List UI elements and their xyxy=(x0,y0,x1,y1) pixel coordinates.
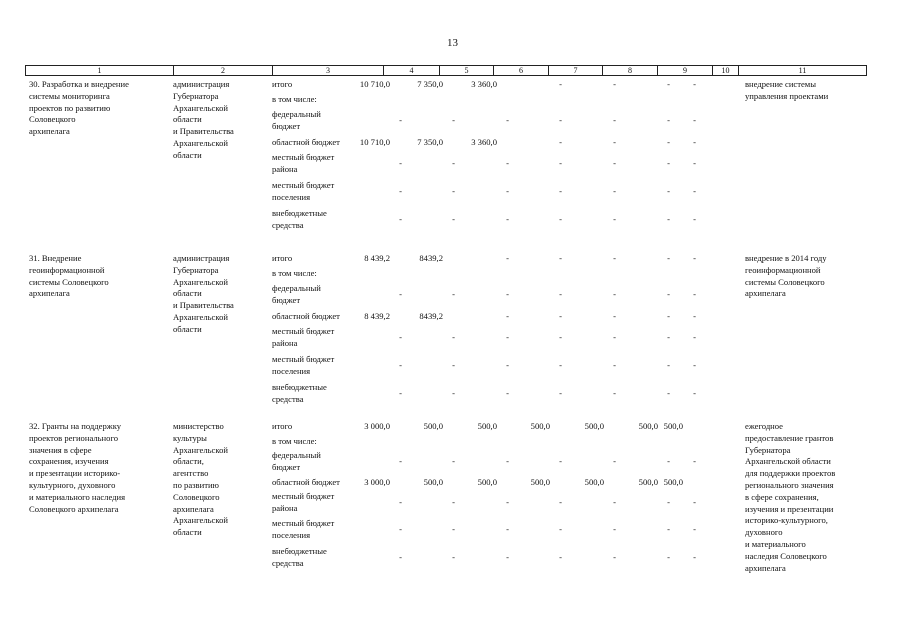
amount-cell: - xyxy=(452,157,455,168)
funding-source-line: итого xyxy=(272,79,293,89)
expected-result-line: для поддержки проектов xyxy=(745,468,836,479)
amount-cell: - xyxy=(667,213,670,224)
executor-line: и Правительства xyxy=(173,126,234,137)
amount-cell: - xyxy=(559,213,562,224)
amount-cell: 10 710,0 xyxy=(359,137,390,147)
amount-cell: 500,0 xyxy=(584,477,604,487)
activity-name-line: Соловецкого архипелага xyxy=(29,503,119,514)
amount-cell: - xyxy=(693,157,696,168)
expected-result-line: управления проектами xyxy=(745,90,829,101)
column-header-8: 8 xyxy=(603,66,658,76)
amount-cell: 8 439,2 xyxy=(364,253,390,263)
activity-name-line: архипелага xyxy=(29,126,70,137)
amount-cell: - xyxy=(399,455,402,466)
amount-cell: - xyxy=(693,331,696,342)
amount-cell: - xyxy=(452,455,455,466)
amount-cell: 7 350,0 xyxy=(417,79,443,89)
funding-source-line: бюджет xyxy=(272,461,301,472)
amount-cell: - xyxy=(613,114,616,125)
amount-cell: - xyxy=(559,137,562,147)
funding-source-line: местный бюджет xyxy=(272,518,335,528)
funding-source-line: района xyxy=(272,163,298,174)
executor-line: области xyxy=(173,288,202,299)
amount-cell: - xyxy=(613,387,616,398)
column-header-5: 5 xyxy=(440,66,494,76)
executor-line: администрация xyxy=(173,253,230,263)
amount-cell: - xyxy=(693,253,696,263)
amount-cell: - xyxy=(693,359,696,370)
activity-name-line: системы мониторинга xyxy=(29,90,110,101)
funding-source-line: бюджет xyxy=(272,294,301,305)
expected-result xyxy=(745,79,870,103)
amount-cell: 500,0 xyxy=(530,421,550,431)
amount-cell: - xyxy=(559,253,562,263)
amount-cell: - xyxy=(613,288,616,299)
executor-line: Соловецкого xyxy=(173,491,220,502)
amount-cell: - xyxy=(693,387,696,398)
amount-cell: - xyxy=(693,288,696,299)
expected-result xyxy=(745,421,870,574)
funding-source-line: в том числе: xyxy=(272,436,317,446)
activity-name-line: системы Соловецкого xyxy=(29,276,109,287)
amount-cell: - xyxy=(399,551,402,562)
amount-cell: 8439,2 xyxy=(419,311,443,321)
amount-cell: - xyxy=(452,185,455,196)
executor-line: министерство xyxy=(173,421,224,431)
amount-cell: - xyxy=(399,288,402,299)
amount-cell: 7 350,0 xyxy=(417,137,443,147)
amount-cell: - xyxy=(667,331,670,342)
amount-cell: - xyxy=(452,331,455,342)
expected-result-line: регионального значения xyxy=(745,479,834,490)
funding-source-line: района xyxy=(272,502,298,513)
funding-source-line: итого xyxy=(272,253,293,263)
executor xyxy=(173,253,269,336)
activity-name-line: архипелага xyxy=(29,288,70,299)
activity-name-line: 31. Внедрение xyxy=(29,253,82,263)
executor-line: Архангельской xyxy=(173,137,228,148)
funding-source-line: федеральный xyxy=(272,450,321,460)
activity-name-line: 32. Гранты на поддержку xyxy=(29,421,122,431)
funding-source-line: областной бюджет xyxy=(272,477,340,487)
amount-cell: - xyxy=(559,288,562,299)
expected-result-line: наследия Соловецкого xyxy=(745,550,827,561)
executor-line: культуры xyxy=(173,432,207,443)
amount-cell: - xyxy=(667,288,670,299)
expected-result-line: и материального xyxy=(745,538,806,549)
column-header-4: 4 xyxy=(384,66,440,76)
expected-result xyxy=(745,253,870,300)
activity-name-line: проектов по развитию xyxy=(29,102,111,113)
amount-cell: 500,0 xyxy=(638,421,658,431)
amount-cell: - xyxy=(613,331,616,342)
expected-result-line: духовного xyxy=(745,527,783,538)
funding-source-line: местный бюджет xyxy=(272,152,335,162)
funding-source-line: поселения xyxy=(272,529,311,540)
amount-cell: - xyxy=(506,253,509,263)
executor xyxy=(173,421,269,539)
executor-line: области, xyxy=(173,456,204,467)
amount-cell: - xyxy=(613,496,616,507)
amount-cell: - xyxy=(667,359,670,370)
amount-cell: - xyxy=(613,359,616,370)
funding-source-line: федеральный xyxy=(272,109,321,119)
column-header-7: 7 xyxy=(549,66,603,76)
executor-line: агентство xyxy=(173,468,209,479)
executor-line: архипелага xyxy=(173,503,214,514)
amount-cell: 500,0 xyxy=(477,421,497,431)
funding-source-line: областной бюджет xyxy=(272,137,340,147)
amount-cell: - xyxy=(667,79,670,89)
amount-cell: 500,0 xyxy=(663,477,683,487)
activity-name-line: и презентации историко- xyxy=(29,468,121,479)
amount-cell: - xyxy=(667,496,670,507)
amount-cell: - xyxy=(399,387,402,398)
amount-cell: - xyxy=(667,253,670,263)
funding-source-line: поселения xyxy=(272,191,311,202)
column-header-2: 2 xyxy=(174,66,273,76)
amount-cell: - xyxy=(452,114,455,125)
amount-cell: - xyxy=(399,523,402,534)
amount-cell: 3 360,0 xyxy=(471,137,497,147)
funding-source-line: местный бюджет xyxy=(272,354,335,364)
amount-cell: - xyxy=(452,387,455,398)
funding-source-line: внебюджетные xyxy=(272,208,327,218)
amount-cell: - xyxy=(399,359,402,370)
activity-name-line: культурного, духовного xyxy=(29,479,116,490)
activity-name-line: Соловецкого xyxy=(29,114,76,125)
expected-result-line: ежегодное xyxy=(745,421,784,431)
amount-cell: - xyxy=(506,387,509,398)
expected-result-line: внедрение в 2014 году xyxy=(745,253,827,263)
amount-cell: - xyxy=(452,359,455,370)
amount-cell: - xyxy=(452,288,455,299)
amount-cell: - xyxy=(693,455,696,466)
executor-line: области xyxy=(173,527,202,538)
amount-cell: - xyxy=(667,387,670,398)
amount-cell: - xyxy=(613,213,616,224)
amount-cell: - xyxy=(613,185,616,196)
amount-cell: - xyxy=(667,311,670,321)
amount-cell: - xyxy=(506,311,509,321)
activity-name xyxy=(29,253,169,300)
funding-source-line: местный бюджет xyxy=(272,326,335,336)
amount-cell: - xyxy=(693,311,696,321)
amount-cell: 500,0 xyxy=(584,421,604,431)
activity-name xyxy=(29,421,169,515)
executor-line: области xyxy=(173,323,202,334)
executor-line: Архангельской xyxy=(173,276,228,287)
executor-line: и Правительства xyxy=(173,300,234,311)
column-header-3: 3 xyxy=(273,66,384,76)
amount-cell: - xyxy=(559,455,562,466)
amount-cell: - xyxy=(693,496,696,507)
executor-line: Архангельской xyxy=(173,444,228,455)
amount-cell: - xyxy=(399,213,402,224)
amount-cell: - xyxy=(613,311,616,321)
funding-source-line: в том числе: xyxy=(272,94,317,104)
amount-cell: - xyxy=(506,523,509,534)
amount-cell: - xyxy=(559,311,562,321)
funding-source-line: средства xyxy=(272,557,304,568)
amount-cell: - xyxy=(559,523,562,534)
funding-source-line: местный бюджет xyxy=(272,491,335,501)
expected-result-line: в сфере сохранения, xyxy=(745,491,819,502)
amount-cell: 3 000,0 xyxy=(364,421,390,431)
expected-result-line: геоинформационной xyxy=(745,264,821,275)
activity-name-line: геоинформационной xyxy=(29,264,105,275)
amount-cell: - xyxy=(667,137,670,147)
amount-cell: - xyxy=(399,157,402,168)
expected-result-line: историко-культурного, xyxy=(745,515,828,526)
expected-result-line: архипелага xyxy=(745,288,786,299)
amount-cell: - xyxy=(399,185,402,196)
amount-cell: - xyxy=(613,253,616,263)
funding-source-line: областной бюджет xyxy=(272,311,340,321)
amount-cell: - xyxy=(693,114,696,125)
executor-line: области xyxy=(173,114,202,125)
amount-cell: - xyxy=(613,157,616,168)
amount-cell: - xyxy=(613,79,616,89)
activity-name-line: сохранения, изучения xyxy=(29,456,109,467)
amount-cell: 500,0 xyxy=(423,477,443,487)
activity-name-line: 30. Разработка и внедрение xyxy=(29,79,129,89)
expected-result-line: внедрение системы xyxy=(745,79,817,89)
amount-cell: - xyxy=(559,551,562,562)
executor-line: Губернатора xyxy=(173,264,219,275)
amount-cell: - xyxy=(693,185,696,196)
funding-source-line: итого xyxy=(272,421,293,431)
funding-source-line: поселения xyxy=(272,365,311,376)
executor-line: Архангельской xyxy=(173,515,228,526)
amount-cell: - xyxy=(399,496,402,507)
funding-source-line: внебюджетные xyxy=(272,546,327,556)
funding-source-line: средства xyxy=(272,219,304,230)
funding-source-line: бюджет xyxy=(272,120,301,131)
executor-line: Губернатора xyxy=(173,90,219,101)
amount-cell: - xyxy=(559,359,562,370)
amount-cell: - xyxy=(506,331,509,342)
amount-cell: - xyxy=(506,288,509,299)
funding-source xyxy=(272,436,372,448)
expected-result-line: изучения и презентации xyxy=(745,503,834,514)
amount-cell: - xyxy=(693,213,696,224)
amount-cell: 3 000,0 xyxy=(364,477,390,487)
amount-cell: - xyxy=(667,551,670,562)
amount-cell: - xyxy=(452,496,455,507)
amount-cell: - xyxy=(693,137,696,147)
funding-source-line: в том числе: xyxy=(272,268,317,278)
amount-cell: - xyxy=(613,455,616,466)
amount-cell: - xyxy=(613,523,616,534)
column-header-1: 1 xyxy=(26,66,174,76)
amount-cell: 10 710,0 xyxy=(359,79,390,89)
amount-cell: - xyxy=(399,114,402,125)
amount-cell: - xyxy=(399,331,402,342)
activity-name xyxy=(29,79,169,138)
column-header-9: 9 xyxy=(658,66,713,76)
page-number: 13 xyxy=(447,37,458,49)
amount-cell: - xyxy=(559,387,562,398)
funding-source-line: внебюджетные xyxy=(272,382,327,392)
executor-line: Архангельской xyxy=(173,311,228,322)
amount-cell: - xyxy=(559,114,562,125)
amount-cell: - xyxy=(452,551,455,562)
executor-line: Архангельской xyxy=(173,102,228,113)
amount-cell: 3 360,0 xyxy=(471,79,497,89)
amount-cell: - xyxy=(667,523,670,534)
executor-line: по развитию xyxy=(173,479,219,490)
amount-cell: - xyxy=(452,523,455,534)
expected-result-line: предоставление грантов xyxy=(745,432,834,443)
amount-cell: - xyxy=(693,551,696,562)
amount-cell: 500,0 xyxy=(530,477,550,487)
column-header-row xyxy=(25,65,867,76)
amount-cell: - xyxy=(613,551,616,562)
funding-source-line: средства xyxy=(272,393,304,404)
amount-cell: - xyxy=(506,157,509,168)
amount-cell: - xyxy=(506,455,509,466)
funding-source-line: района xyxy=(272,337,298,348)
amount-cell: 8439,2 xyxy=(419,253,443,263)
funding-source xyxy=(272,268,372,280)
amount-cell: - xyxy=(667,157,670,168)
executor-line: администрация xyxy=(173,79,230,89)
amount-cell: - xyxy=(506,213,509,224)
activity-name-line: и материального наследия xyxy=(29,491,126,502)
amount-cell: 500,0 xyxy=(423,421,443,431)
expected-result-line: Губернатора xyxy=(745,444,791,455)
amount-cell: - xyxy=(506,114,509,125)
amount-cell: - xyxy=(667,114,670,125)
amount-cell: - xyxy=(506,359,509,370)
amount-cell: - xyxy=(559,496,562,507)
activity-name-line: проектов регионального xyxy=(29,432,119,443)
column-header-11: 11 xyxy=(739,66,867,76)
expected-result-line: системы Соловецкого xyxy=(745,276,825,287)
amount-cell: - xyxy=(559,185,562,196)
amount-cell: - xyxy=(506,551,509,562)
amount-cell: - xyxy=(667,185,670,196)
expected-result-line: архипелага xyxy=(745,562,786,573)
executor-line: области xyxy=(173,149,202,160)
amount-cell: 8 439,2 xyxy=(364,311,390,321)
amount-cell: - xyxy=(693,523,696,534)
funding-source-line: федеральный xyxy=(272,283,321,293)
amount-cell: - xyxy=(559,157,562,168)
amount-cell: 500,0 xyxy=(663,421,683,431)
amount-cell: - xyxy=(613,137,616,147)
amount-cell: - xyxy=(506,496,509,507)
amount-cell: 500,0 xyxy=(638,477,658,487)
amount-cell: - xyxy=(452,213,455,224)
amount-cell: - xyxy=(559,331,562,342)
funding-source xyxy=(272,94,372,106)
amount-cell: - xyxy=(506,185,509,196)
amount-cell: 500,0 xyxy=(477,477,497,487)
amount-cell: - xyxy=(693,79,696,89)
amount-cell: - xyxy=(559,79,562,89)
activity-name-line: значения в сфере xyxy=(29,444,92,455)
amount-cell: - xyxy=(667,455,670,466)
funding-source-line: местный бюджет xyxy=(272,180,335,190)
column-header-10: 10 xyxy=(713,66,739,76)
column-header-6: 6 xyxy=(494,66,549,76)
expected-result-line: Архангельской области xyxy=(745,456,831,467)
executor xyxy=(173,79,269,162)
